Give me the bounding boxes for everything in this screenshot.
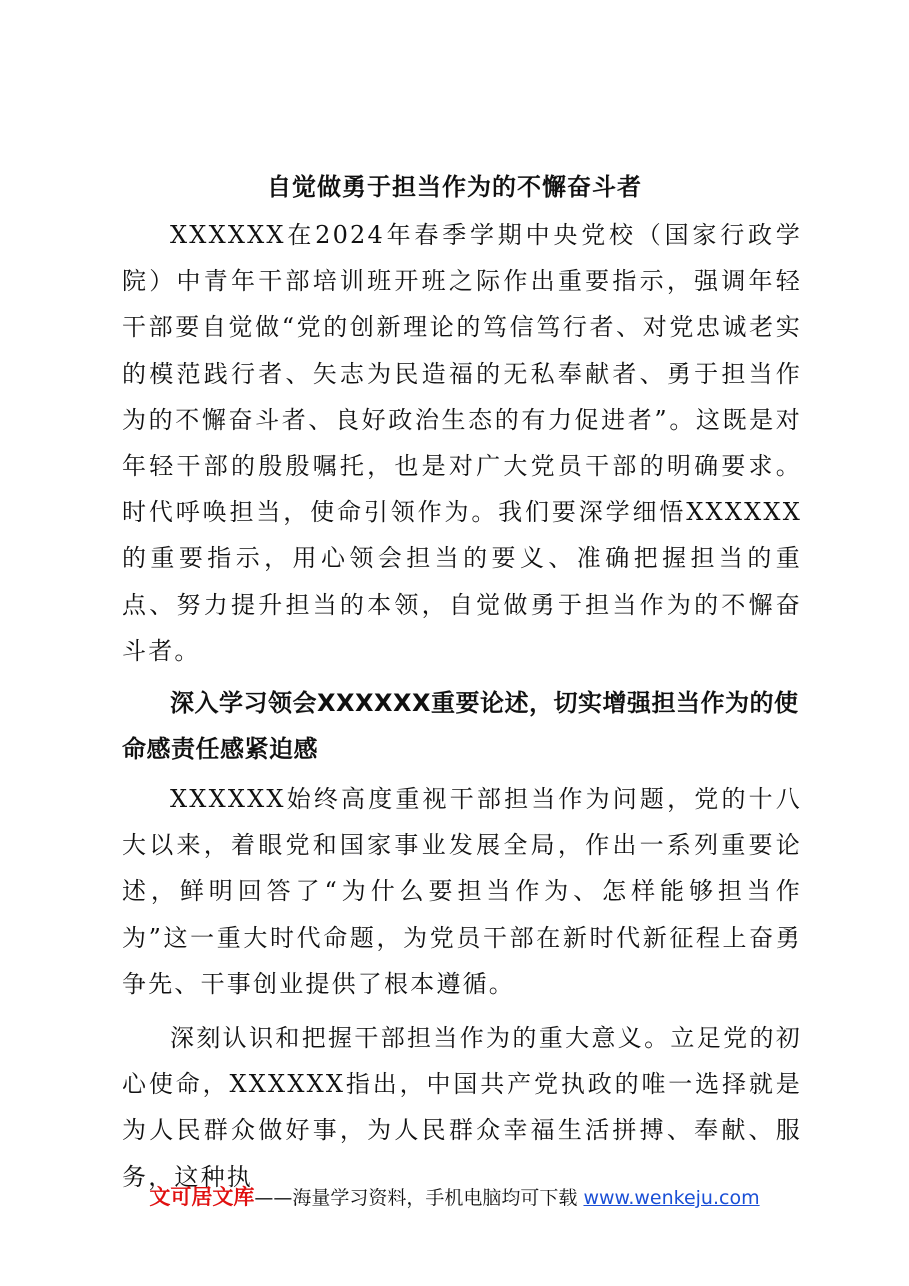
section-paragraph-1: XXXXXX始终高度重视干部担当作为问题，党的十八大以来，着眼党和国家事业发展全局，作出一系列重要论述，鲜明回答了“为什么要担当作为、怎样能够担当作为”这一重大时代命题，为党员干部在新时代新征程上奋勇争先、干事创业提供了根本遵循。 (122, 785, 802, 998)
section-heading: 深入学习领会XXXXXX重要论述，切实增强担当作为的使命感责任感紧迫感 (122, 689, 799, 764)
section-paragraph-2: 深刻认识和把握干部担当作为的重大意义。立足党的初心使命，XXXXXX指出，中国共产党执政的唯一选择就是为人民群众做好事，为人民群众幸福生活拼搏、奉献、服务，这种执 (122, 1024, 802, 1191)
document-body (122, 212, 802, 1200)
footer-separator: —— (254, 1187, 293, 1209)
document-title: 自觉做勇于担当作为的不懈奋斗者 (267, 172, 642, 201)
intro-paragraph: XXXXXX在2024年春季学期中央党校（国家行政学院）中青年干部培训班开班之际作出重要指示，强调年轻干部要自觉做“党的创新理论的笃信笃行者、对党忠诚老实的模范践行者、矢志为民造福的无私奉献者、勇于担当作为的不懈奋斗者、良好政治生态的有力促进者”。这既是对年轻干部的殷殷嘱托，也是对广大党员干部的明确要求。时代呼唤担当，使命引领作为。我们要深学细悟XXXXXX的重要指示，用心领会担当的要义、准确把握担当的重点、努力提升担当的本领，自觉做勇于担当作为的不懈奋斗者。 (122, 221, 802, 665)
footer-tagline: 海量学习资料，手机电脑均可下载 (292, 1187, 578, 1209)
footer-brand: 文可居文库 (149, 1185, 255, 1209)
footer-banner (0, 1181, 909, 1211)
footer-link[interactable]: www.wenkeju.com (583, 1187, 760, 1209)
